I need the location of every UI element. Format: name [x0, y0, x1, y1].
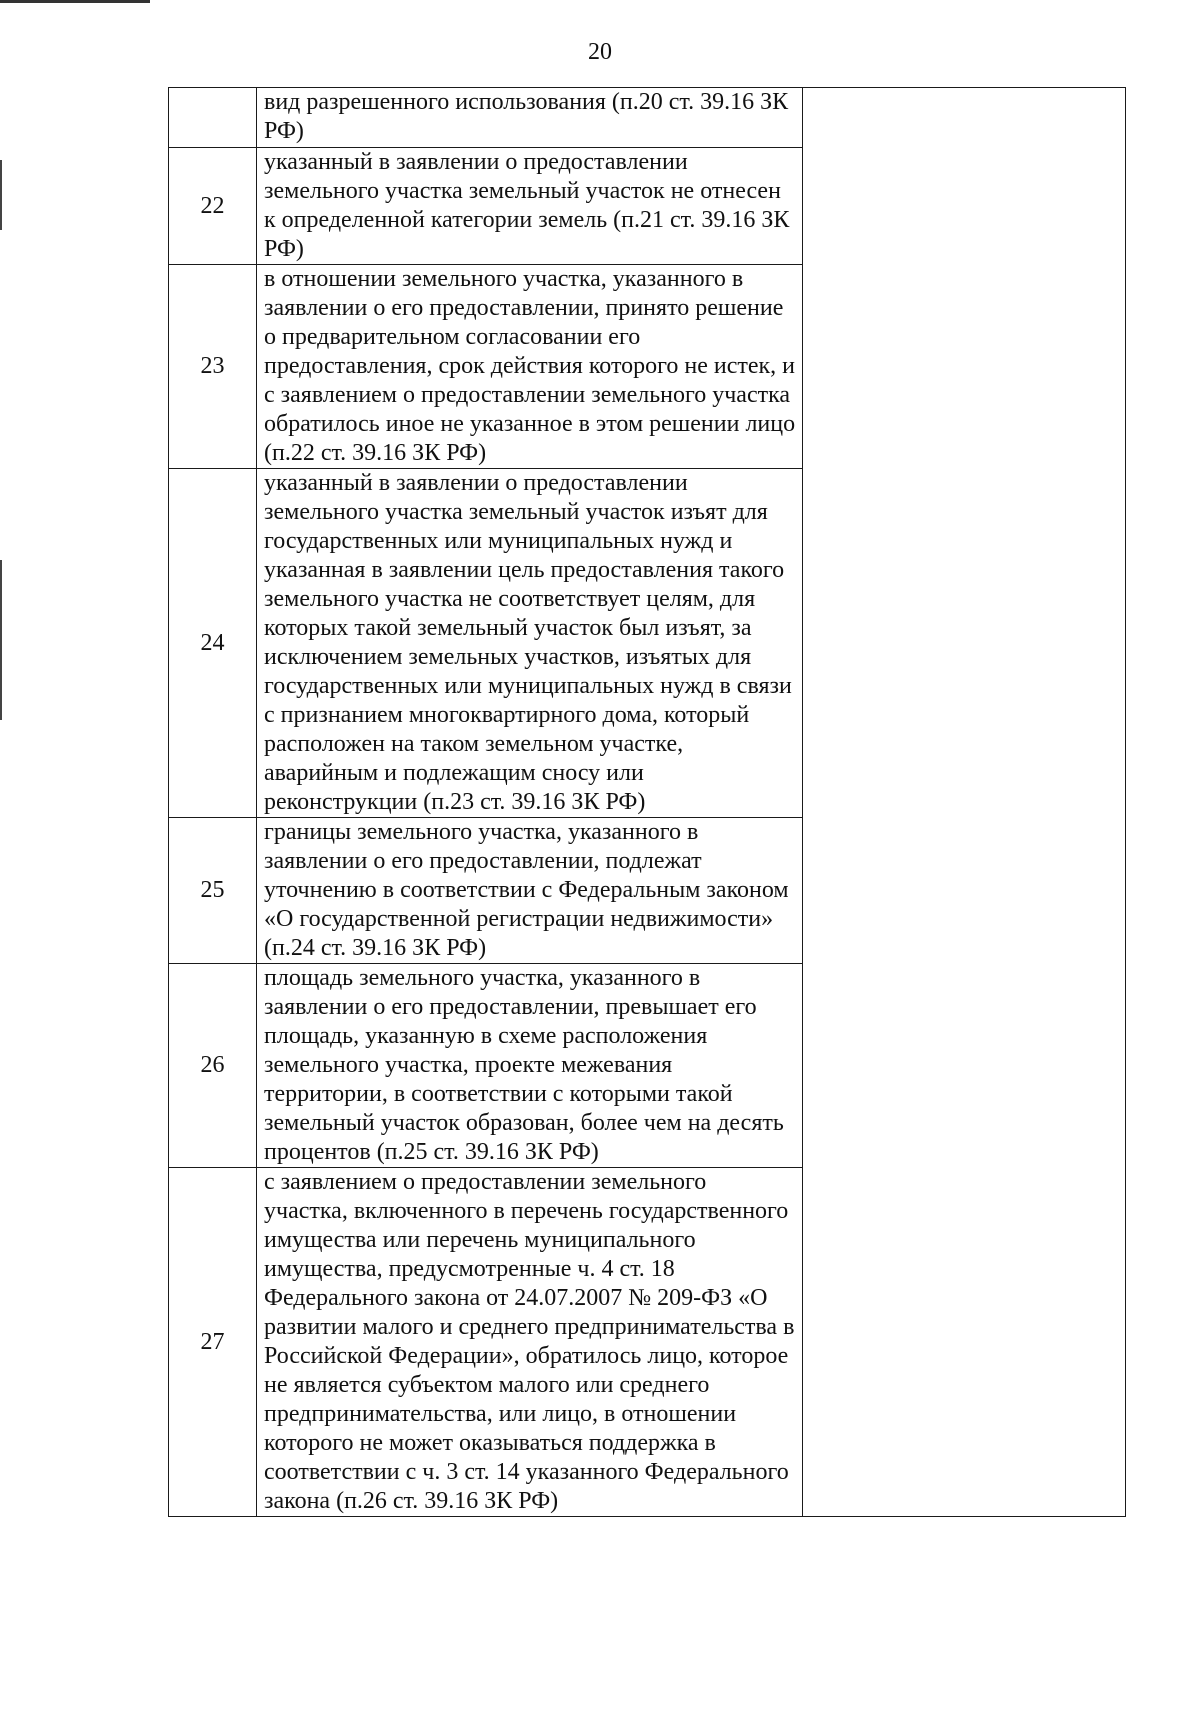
scan-edge-mark [0, 0, 150, 3]
row-text: площадь земельного участка, указанного в заявлении о его предоставлении, превышает его площадь, указанную в схеме расположения земельного участка, проекте межевания территории, в соответствии с которыми такой земельный участок образован, более чем на десять процентов (п.25 ст. 39.16 ЗК РФ) [257, 964, 803, 1168]
row-number [169, 88, 257, 148]
table-row [169, 88, 1126, 148]
row-number: 23 [169, 265, 257, 469]
scan-edge-mark [0, 160, 2, 230]
row-text: указанный в заявлении о предоставлении земельного участка земельный участок изъят для государственных или муниципальных нужд и указанная в заявлении цель предоставления такого земельного участка не соответствует целям, для которых такой земельный участок был изъят, за исключением земельных участков, изъятых для государственных или муниципальных нужд в связи с признанием многоквартирного дома, который расположен на таком земельном участке, аварийным и подлежащим сносу или реконструкции (п.23 ст. 39.16 ЗК РФ) [257, 469, 803, 818]
row-number: 26 [169, 964, 257, 1168]
row-number: 27 [169, 1168, 257, 1517]
row-text: с заявлением о предоставлении земельного участка, включенного в перечень государственного имущества или перечень муниципального имущества, предусмотренные ч. 4 ст. 18 Федерального закона от 24.07.2007 № 209-ФЗ «О развитии малого и среднего предпринимательства в Российской Федерации», обратилось лицо, которое не является субъектом малого или среднего предпринимательства, или лицо, в отношении которого не может оказываться поддержка в соответствии с ч. 3 ст. 14 указанного Федерального закона (п.26 ст. 39.16 ЗК РФ) [257, 1168, 803, 1517]
row-text: в отношении земельного участка, указанного в заявлении о его предоставлении, принято решение о предварительном согласовании его предоставления, срок действия которого не истек, и с заявлением о предоставлении земельного участка обратилось иное не указанное в этом решении лицо (п.22 ст. 39.16 ЗК РФ) [257, 265, 803, 469]
row-number: 24 [169, 469, 257, 818]
scan-edge-mark [0, 560, 2, 720]
row-text: вид разрешенного использования (п.20 ст. 39.16 ЗК РФ) [257, 88, 803, 148]
page-number: 20 [588, 39, 612, 65]
row-number: 22 [169, 148, 257, 265]
row-number: 25 [169, 818, 257, 964]
empty-column [803, 88, 1126, 1517]
row-text: указанный в заявлении о предоставлении земельного участка земельный участок не отнесен к определенной категории земель (п.21 ст. 39.16 ЗК РФ) [257, 148, 803, 265]
row-text: границы земельного участка, указанного в заявлении о его предоставлении, подлежат уточнению в соответствии с Федеральным законом «О государственной регистрации недвижимости» (п.24 ст. 39.16 ЗК РФ) [257, 818, 803, 964]
grounds-table [168, 87, 1126, 1517]
